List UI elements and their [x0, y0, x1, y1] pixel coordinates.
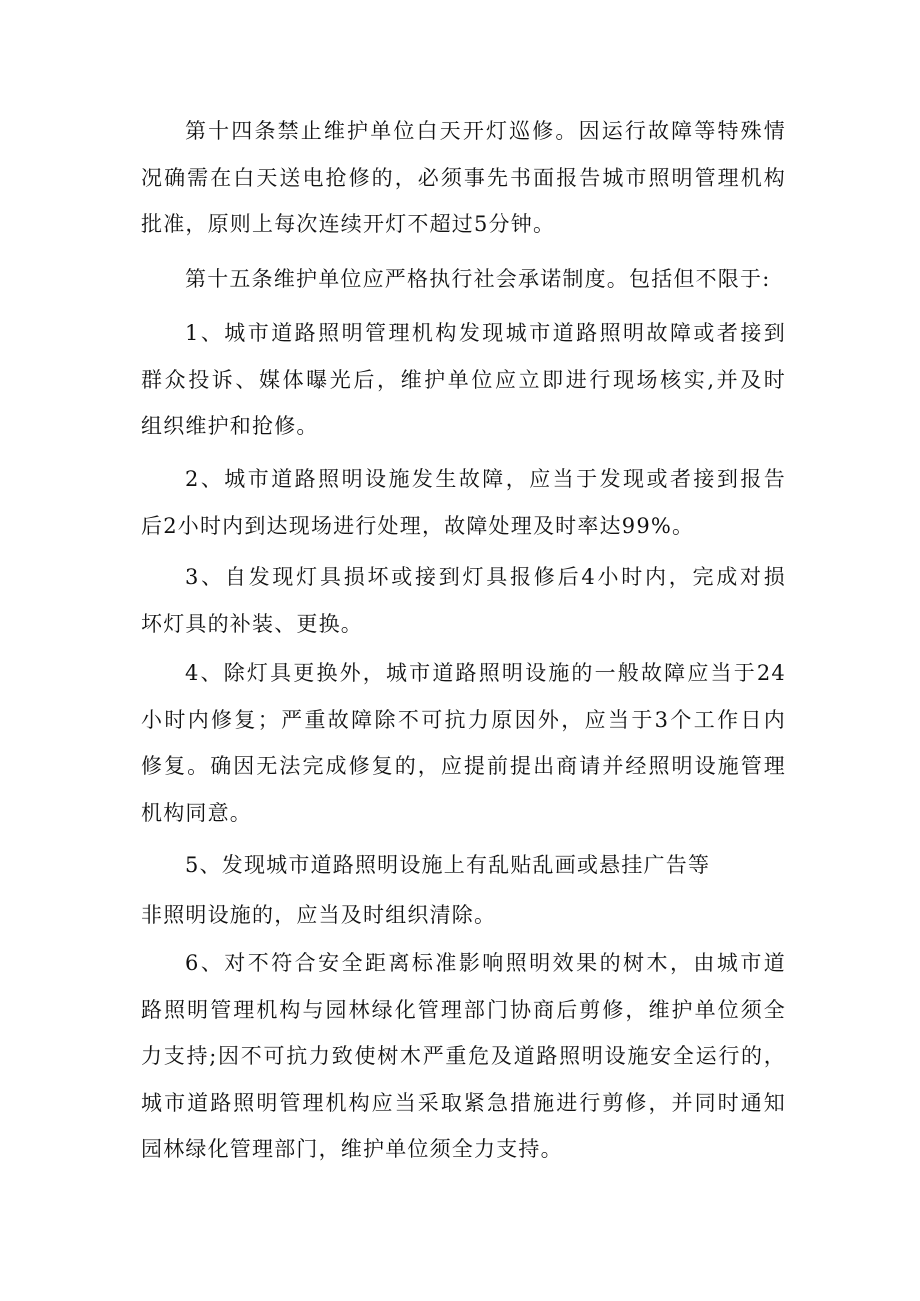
- text-line: 机构同意。: [141, 800, 252, 825]
- text-line: 第十五条维护单位应严格执行社会承诺制度。包括但不限于:: [185, 267, 771, 291]
- text-line: 况确需在白天送电抢修的，必须事先书面报告城市照明管理机构: [141, 165, 786, 190]
- text-line: 修复。确因无法完成修复的，应提前提出商请并经照明设施管理: [141, 754, 786, 778]
- text-line: 2、城市道路照明设施发生故障，应当于发现或者接到报告: [185, 467, 786, 491]
- article-15-paragraph: [141, 256, 786, 303]
- text-line: 3、自发现灯具损坏或接到灯具报修后4小时内，完成对损: [185, 565, 786, 589]
- item-5-continuation: [141, 892, 786, 939]
- text-line: 群众投诉、媒体曝光后，维护单位应立即进行现场核实,并及时: [141, 367, 786, 392]
- text-line: 小时内修复；严重故障除不可抗力原因外，应当于3个工作日内: [141, 707, 786, 732]
- item-3-paragraph: [141, 554, 786, 647]
- item-2-paragraph: [141, 456, 786, 549]
- text-line: 批准，原则上每次连续开灯不超过5分钟。: [141, 212, 556, 236]
- text-line: 6、对不符合安全距离标准影响照明效果的树木，由城市道: [185, 951, 786, 975]
- text-line: 园林绿化管理部门，维护单位须全力支持。: [141, 1137, 563, 1161]
- text-line: 坏灯具的补装、更换。: [141, 611, 363, 636]
- article-14-paragraph: [141, 108, 786, 248]
- text-line: 力支持;因不可抗力致使树木严重危及道路照明设施安全运行的，: [141, 1044, 786, 1068]
- text-line: 后2小时内到达现场进行处理，故障处理及时率达99%。: [141, 513, 695, 538]
- text-line: 第十四条禁止维护单位白天开灯巡修。因运行故障等特殊情: [185, 119, 786, 143]
- text-line: 非照明设施的，应当及时组织清除。: [141, 903, 497, 927]
- item-4-paragraph: [141, 650, 786, 836]
- text-line: 城市道路照明管理机构应当采取紧急措施进行剪修，并同时通知: [141, 1090, 786, 1115]
- text-line: 组织维护和抢修。: [141, 414, 319, 438]
- text-line: 1、城市道路照明管理机构发现城市道路照明故障或者接到: [185, 321, 786, 345]
- item-1-paragraph: [141, 310, 786, 450]
- item-6-paragraph: [141, 940, 786, 1173]
- item-5-paragraph: [141, 842, 761, 889]
- text-line: 4、除灯具更换外，城市道路照明设施的一般故障应当于24: [185, 661, 786, 685]
- text-line: 5、发现城市道路照明设施上有乱贴乱画或悬挂广告等: [185, 853, 711, 877]
- text-line: 路照明管理机构与园林绿化管理部门协商后剪修，维护单位须全: [141, 997, 786, 1022]
